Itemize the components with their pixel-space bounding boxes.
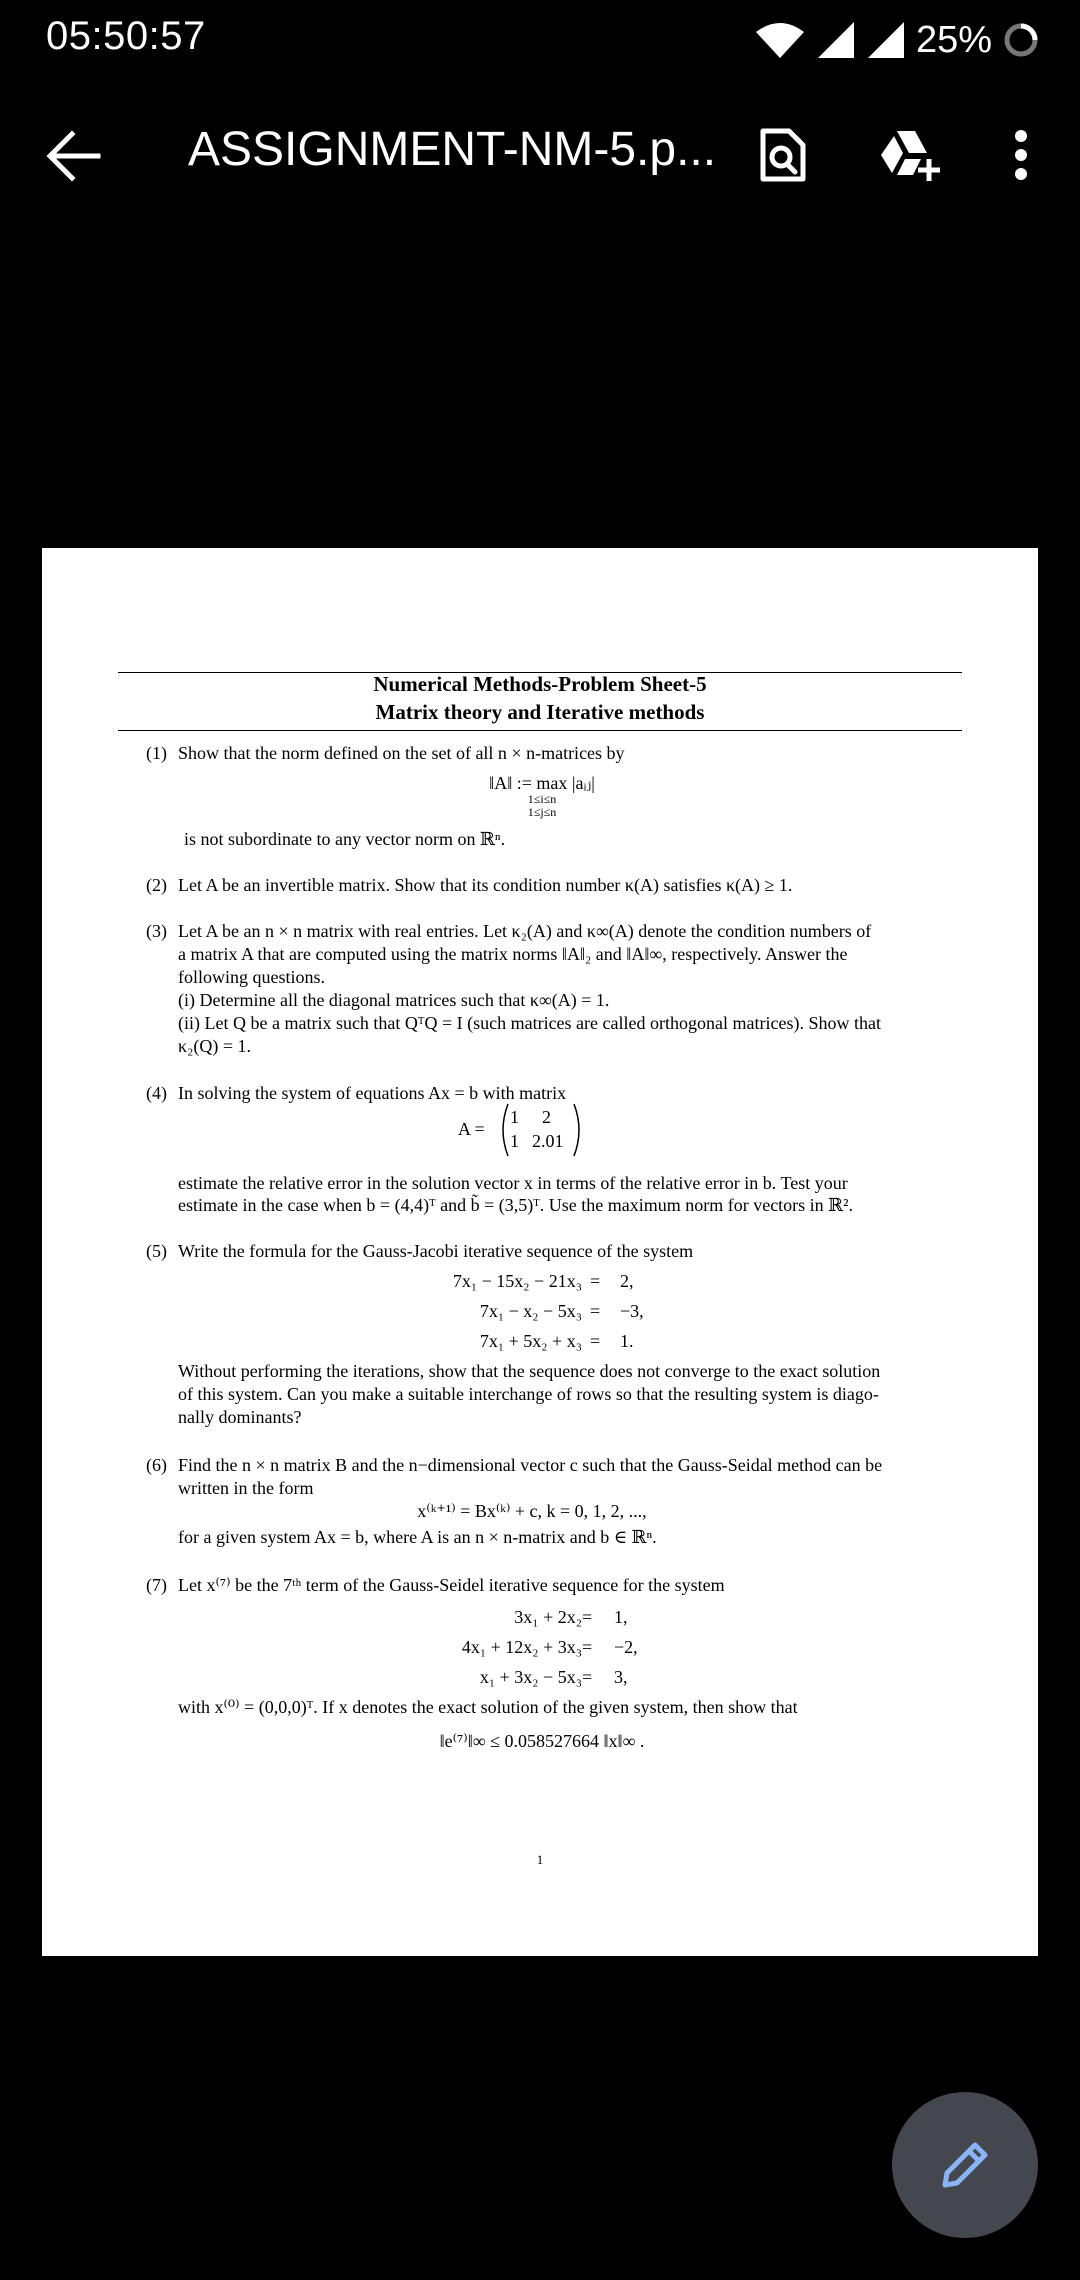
equation-rhs: 2,	[620, 1271, 634, 1291]
status-icons	[754, 14, 1040, 66]
status-bar	[0, 0, 1080, 80]
problem-number: (5)	[146, 1241, 167, 1261]
problem-number: (6)	[146, 1455, 167, 1475]
matrix-cell: 2.01	[532, 1131, 564, 1151]
add-to-drive-button[interactable]	[876, 122, 942, 188]
edit-pencil-icon	[937, 2137, 993, 2193]
problem-text: with x⁽⁰⁾ = (0,0,0)ᵀ. If x denotes the exact solution of the given system, then show that	[178, 1697, 798, 1717]
problem-text: κ₂(Q) = 1.	[178, 1036, 251, 1056]
equation-equals: =	[582, 1637, 593, 1657]
equation-lhs: 3x₁ + 2x₂	[514, 1607, 582, 1627]
search-document-button[interactable]	[750, 122, 816, 188]
problem-number: (2)	[146, 875, 167, 895]
equation-lhs: 7x₁ + 5x₂ + x₃	[479, 1331, 582, 1351]
battery-icon	[1002, 21, 1040, 59]
drive-add-icon	[877, 127, 941, 183]
problem-text: In solving the system of equations Ax = b with matrix	[178, 1083, 567, 1103]
search-document-icon	[757, 127, 809, 183]
problem-text: Find the n × n matrix B and the n−dimensional vector c such that the Gauss-Seidal method can be	[178, 1455, 883, 1475]
equation-rhs: −3,	[620, 1301, 644, 1321]
problem-text: of this system. Can you make a suitable interchange of rows so that the resulting system is diago-	[178, 1384, 879, 1404]
problem-text: estimate the relative error in the solution vector x in terms of the relative error in b. Test your	[178, 1173, 848, 1193]
back-button[interactable]	[44, 128, 104, 184]
equation-lhs: 7x₁ − 15x₂ − 21x₃	[452, 1271, 582, 1291]
problem-text: Write the formula for the Gauss-Jacobi iterative sequence of the system	[178, 1241, 694, 1261]
problem-number: (3)	[146, 921, 167, 941]
matrix-cell: 1	[510, 1107, 519, 1127]
sheet-title: Numerical Methods-Problem Sheet-5	[373, 672, 707, 696]
matrix-cell: 2	[542, 1107, 551, 1127]
equation-lhs: x₁ + 3x₂ − 5x₃	[479, 1667, 582, 1687]
problem-text: (i) Determine all the diagonal matrices such that κ∞(A) = 1.	[178, 990, 610, 1010]
problem-number: (7)	[146, 1575, 167, 1595]
problem-number: (4)	[146, 1083, 167, 1103]
app-bar	[0, 110, 1080, 200]
back-arrow-icon	[44, 128, 104, 184]
error-bound-formula: ‖e⁽⁷⁾‖∞ ≤ 0.058527664 ‖x‖∞ .	[439, 1731, 645, 1751]
battery-percent: 25%	[915, 18, 992, 61]
signal-icon-2	[866, 20, 906, 60]
norm-formula: ‖A‖ := max |aᵢⱼ|	[489, 773, 595, 793]
problem-text: for a given system Ax = b, where A is an n × n-matrix and b ∈ ℝⁿ.	[178, 1527, 657, 1547]
page-number: 1	[536, 1852, 544, 1867]
status-time: 05:50:57	[46, 14, 206, 58]
gauss-seidel-formula: x⁽ᵏ⁺¹⁾ = Bx⁽ᵏ⁾ + c, k = 0, 1, 2, ...,	[417, 1501, 647, 1521]
problem-text: Show that the norm defined on the set of all n × n-matrices by	[178, 743, 625, 763]
sheet-subtitle: Matrix theory and Iterative methods	[375, 700, 705, 724]
matrix-cell: 1	[510, 1131, 519, 1151]
more-vert-icon	[1011, 129, 1031, 181]
bottom-rule	[118, 730, 962, 731]
formula-subscript: 1≤i≤n	[527, 792, 557, 806]
equation-lhs: 7x₁ − x₂ − 5x₃	[479, 1301, 582, 1321]
formula-subscript: 1≤j≤n	[527, 805, 557, 819]
pdf-page[interactable]	[42, 548, 1038, 1956]
wifi-icon	[754, 20, 806, 60]
problem-text: written in the form	[178, 1478, 314, 1498]
equation-rhs: −2,	[614, 1637, 638, 1657]
problem-text: a matrix A that are computed using the matrix norms ‖A‖₂ and ‖A‖∞, respectively. Answer the	[178, 944, 848, 964]
equation-rhs: 1.	[620, 1331, 634, 1351]
problem-text: Let x⁽⁷⁾ be the 7ᵗʰ term of the Gauss-Seidel iterative sequence for the system	[178, 1575, 725, 1595]
matrix-label: A =	[458, 1119, 485, 1139]
equation-equals: =	[590, 1271, 601, 1291]
equation-rhs: 1,	[614, 1607, 628, 1627]
equation-equals: =	[590, 1331, 601, 1351]
problem-text: following questions.	[178, 967, 325, 987]
left-paren	[496, 1102, 510, 1158]
signal-icon	[816, 20, 856, 60]
equation-rhs: 3,	[614, 1667, 628, 1687]
problem-text: Let A be an invertible matrix. Show that its condition number κ(A) satisfies κ(A) ≥ 1.	[178, 875, 793, 895]
problem-text: Let A be an n × n matrix with real entries. Let κ₂(A) and κ∞(A) denote the condition numbers of	[178, 921, 872, 941]
right-paren	[572, 1102, 586, 1158]
equation-equals: =	[582, 1607, 593, 1627]
equation-equals: =	[590, 1301, 601, 1321]
problem-text: nally dominants?	[178, 1407, 302, 1427]
problem-text: (ii) Let Q be a matrix such that QᵀQ = I (such matrices are called orthogonal matrices). Show that	[178, 1013, 881, 1033]
problem-text: Without performing the iterations, show that the sequence does not converge to the exact solution	[178, 1361, 881, 1381]
problem-text: is not subordinate to any vector norm on ℝⁿ.	[184, 829, 506, 849]
problem-text: estimate in the case when b = (4,4)ᵀ and b̃ = (3,5)ᵀ. Use the maximum norm for vectors in ℝ².	[178, 1195, 854, 1215]
problem-number: (1)	[146, 743, 167, 763]
equation-equals: =	[582, 1667, 593, 1687]
document-title: ASSIGNMENT-NM-5.p...	[188, 123, 717, 176]
more-options-button[interactable]	[988, 122, 1054, 188]
equation-lhs: 4x₁ + 12x₂ + 3x₃	[461, 1637, 582, 1657]
edit-fab[interactable]	[892, 2092, 1038, 2238]
